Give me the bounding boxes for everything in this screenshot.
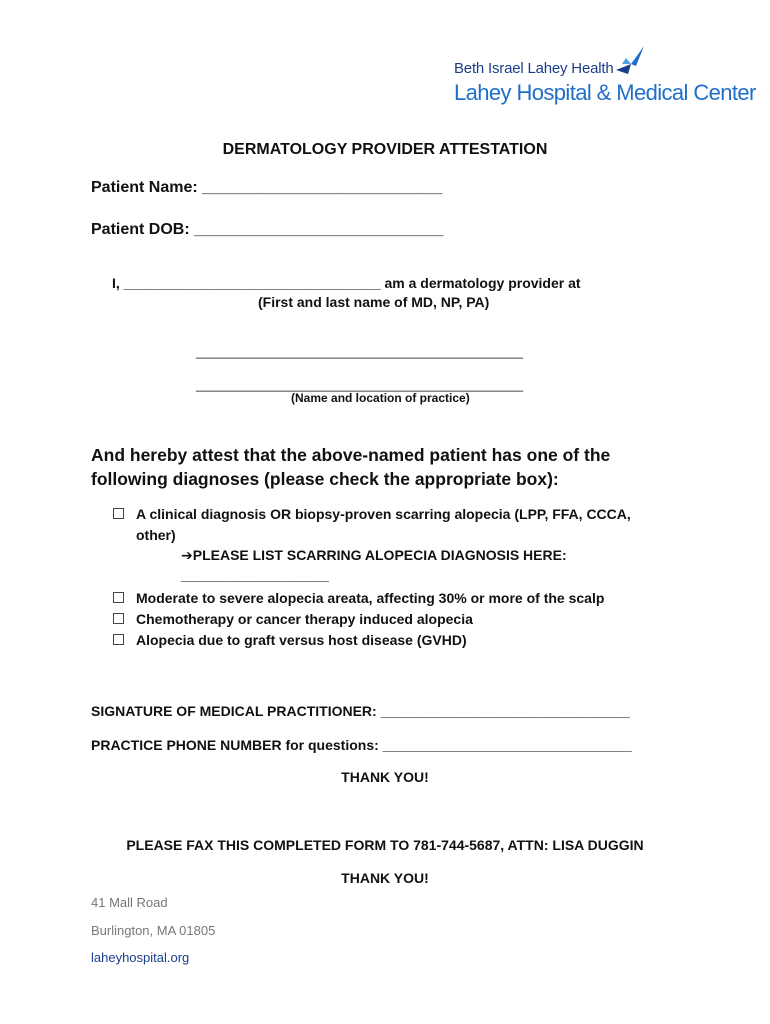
hospital-name: Lahey Hospital & Medical Center (454, 80, 756, 105)
practice-hint: (Name and location of practice) (291, 391, 470, 405)
scarring-diagnosis-field[interactable]: ___________________ (181, 567, 329, 583)
checkbox[interactable] (113, 592, 124, 603)
thank-you-2: THANK YOU! (341, 870, 429, 886)
provider-name-field[interactable]: I, _________________________________ am a dermatology provider at (112, 275, 581, 291)
option-scarring-alopecia-cont: other) (136, 527, 176, 543)
bird-logo-icon (614, 44, 648, 78)
checkbox[interactable] (113, 613, 124, 624)
checkbox[interactable] (113, 634, 124, 645)
website-link[interactable]: laheyhospital.org (91, 950, 190, 965)
option-gvhd[interactable] (113, 632, 467, 648)
form-title: DERMATOLOGY PROVIDER ATTESTATION (222, 141, 548, 158)
org-name: Beth Israel Lahey Health (454, 60, 614, 77)
practice-line-1[interactable]: _________________________________________________ (196, 345, 524, 359)
checkbox[interactable] (113, 508, 124, 519)
attestation-line-2: following diagnoses (please check the appropriate box): (91, 469, 559, 489)
option-label: Alopecia due to graft versus host disease (GVHD) (136, 632, 467, 648)
option-label: Chemotherapy or cancer therapy induced alopecia (136, 611, 473, 627)
scarring-diagnosis-instruction: ➔PLEASE LIST SCARRING ALOPECIA DIAGNOSIS HERE: (181, 547, 567, 563)
attestation-line-1: And hereby attest that the above-named patient has one of the (91, 445, 611, 465)
thank-you-1: THANK YOU! (341, 769, 429, 785)
option-label: A clinical diagnosis OR biopsy-proven scarring alopecia (LPP, FFA, CCCA, (136, 506, 631, 522)
practice-phone-field[interactable]: PRACTICE PHONE NUMBER for questions: ________________________________ (91, 737, 632, 753)
address-street: 41 Mall Road (91, 895, 168, 910)
option-scarring-alopecia[interactable] (113, 506, 631, 522)
practice-line-2[interactable]: _________________________________________________ (196, 378, 524, 392)
provider-hint: (First and last name of MD, NP, PA) (258, 294, 490, 310)
option-label: Moderate to severe alopecia areata, affecting 30% or more of the scalp (136, 590, 605, 606)
patient-dob-field[interactable]: Patient DOB: ____________________________ (91, 221, 444, 238)
option-alopecia-areata[interactable] (113, 590, 604, 606)
patient-name-field[interactable]: Patient Name: ___________________________ (91, 179, 443, 196)
fax-instruction: PLEASE FAX THIS COMPLETED FORM TO 781-744-5687, ATTN: LISA DUGGIN (126, 837, 644, 853)
signature-field[interactable]: SIGNATURE OF MEDICAL PRACTITIONER: ________________________________ (91, 703, 630, 719)
option-chemotherapy[interactable] (113, 611, 473, 627)
address-city: Burlington, MA 01805 (91, 923, 216, 938)
